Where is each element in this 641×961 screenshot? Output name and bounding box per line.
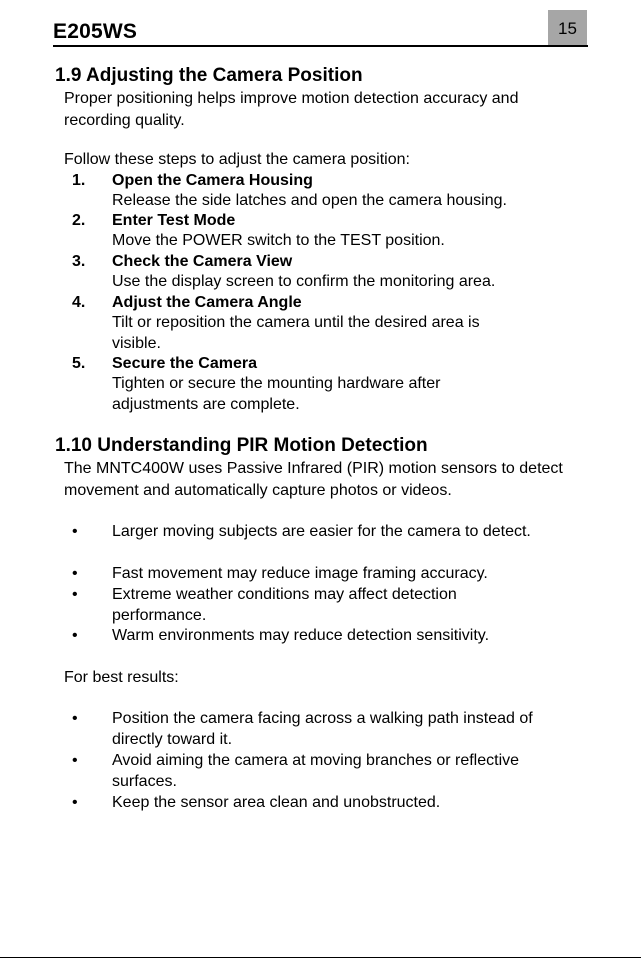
- step-number: 2.: [72, 212, 86, 229]
- list-item-text: Larger moving subjects are easier for the camera to detect.: [112, 523, 531, 540]
- step-description: Tilt or reposition the camera until the desired area is visible.: [112, 314, 480, 352]
- step-title: Secure the Camera: [112, 355, 257, 372]
- bullet-icon: •: [72, 627, 78, 644]
- section-heading-pir-detection: 1.10 Understanding PIR Motion Detection: [55, 435, 428, 456]
- step-number: 3.: [72, 253, 86, 270]
- bullet-icon: •: [72, 565, 78, 582]
- step-number: 5.: [72, 355, 86, 372]
- list-item-text: Position the camera facing across a walking path instead of directly toward it.: [112, 710, 533, 748]
- model-title: E205WS: [53, 20, 138, 43]
- list-item-text: Keep the sensor area clean and unobstructed.: [112, 794, 441, 811]
- step-title: Adjust the Camera Angle: [112, 294, 302, 311]
- steps-intro: Follow these steps to adjust the camera position:: [64, 151, 410, 168]
- step-title: Open the Camera Housing: [112, 172, 313, 189]
- step-description: Use the display screen to confirm the monitoring area.: [112, 273, 496, 290]
- step-title: Enter Test Mode: [112, 212, 236, 229]
- section-heading-camera-position: 1.9 Adjusting the Camera Position: [55, 65, 363, 86]
- step-description: Tighten or secure the mounting hardware after adjustments are complete.: [112, 375, 441, 413]
- list-item-text: Avoid aiming the camera at moving branches or reflective surfaces.: [112, 752, 520, 790]
- step-description: Move the POWER switch to the TEST position.: [112, 232, 445, 249]
- bullet-icon: •: [72, 710, 78, 727]
- bullet-icon: •: [72, 523, 78, 540]
- list-item-text: Warm environments may reduce detection sensitivity.: [112, 627, 490, 644]
- step-description: Release the side latches and open the camera housing.: [112, 192, 507, 209]
- footer-divider: [0, 957, 641, 958]
- bullet-icon: •: [72, 794, 78, 811]
- page-number-badge: 15: [548, 10, 587, 46]
- header-divider: [53, 45, 588, 47]
- step-title: Check the Camera View: [112, 253, 293, 270]
- step-number: 1.: [72, 172, 86, 189]
- bullet-icon: •: [72, 752, 78, 769]
- list-item-text: Fast movement may reduce image framing accuracy.: [112, 565, 488, 582]
- step-number: 4.: [72, 294, 86, 311]
- section-intro: Proper positioning helps improve motion detection accuracy and recording quality.: [64, 90, 519, 129]
- tips-intro: For best results:: [64, 669, 179, 686]
- list-item-text: Extreme weather conditions may affect detection performance.: [112, 586, 457, 624]
- section-intro: The MNTC400W uses Passive Infrared (PIR) motion sensors to detect movement and automatically capture photos or videos.: [64, 460, 563, 499]
- bullet-icon: •: [72, 586, 78, 603]
